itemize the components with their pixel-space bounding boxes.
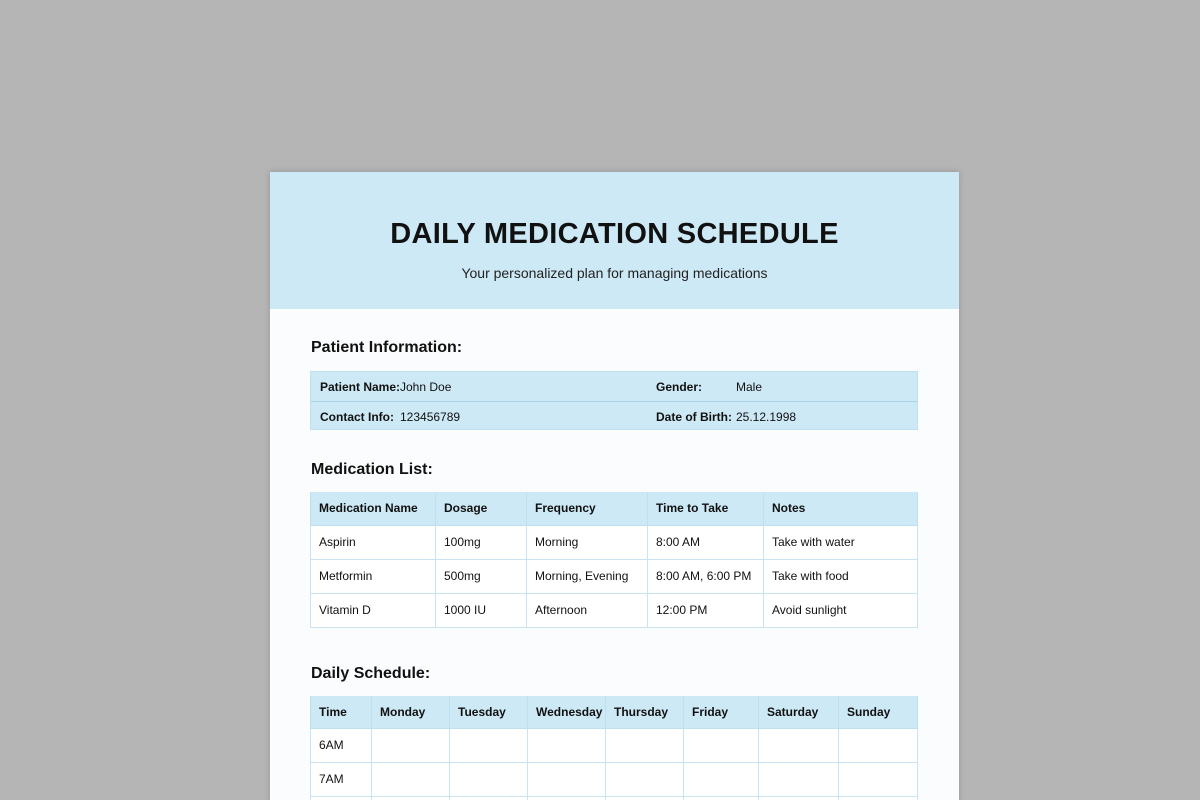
- medication-list-heading: Medication List:: [311, 461, 433, 478]
- date-of-birth-value: 25.12.1998: [736, 410, 797, 424]
- gender-label: Gender:: [656, 380, 703, 394]
- schedule-cell: [528, 762, 606, 796]
- patient-info-box: [310, 371, 918, 430]
- patient-name-value: John Doe: [400, 380, 452, 394]
- contact-info-value: 123456789: [400, 410, 461, 424]
- schedule-cell: [839, 796, 918, 800]
- table-cell: Morning, Evening: [527, 559, 648, 593]
- schedule-cell: [372, 728, 450, 762]
- schedule-cell: [606, 728, 684, 762]
- schedule-cell: [450, 796, 528, 800]
- table-cell: Metformin: [311, 559, 436, 593]
- column-header: Sunday: [839, 696, 918, 728]
- schedule-cell: [684, 728, 759, 762]
- patient-info-heading: Patient Information:: [311, 339, 463, 356]
- schedule-cell: [759, 762, 839, 796]
- table-cell: Avoid sunlight: [764, 593, 918, 627]
- table-cell: Vitamin D: [311, 593, 436, 627]
- schedule-cell: [528, 728, 606, 762]
- schedule-cell: [839, 762, 918, 796]
- title-banner: [270, 172, 959, 309]
- patient-name-label: Patient Name:: [320, 380, 401, 394]
- column-header: Time to Take: [648, 492, 764, 525]
- patient-info-row: [311, 401, 917, 430]
- date-of-birth-label: Date of Birth:: [656, 410, 732, 424]
- table-header-row: [311, 492, 918, 525]
- time-cell: 7AM: [311, 762, 372, 796]
- schedule-cell: [450, 762, 528, 796]
- daily-schedule-table: [310, 696, 918, 800]
- table-row: [311, 796, 918, 800]
- schedule-cell: [684, 796, 759, 800]
- column-header: Thursday: [606, 696, 684, 728]
- table-row: [311, 728, 918, 762]
- column-header: Wednesday: [528, 696, 606, 728]
- schedule-cell: [528, 796, 606, 800]
- column-header: Friday: [684, 696, 759, 728]
- page-title: DAILY MEDICATION SCHEDULE: [390, 218, 839, 250]
- column-header: Notes: [764, 492, 918, 525]
- schedule-cell: [372, 796, 450, 800]
- document-page: [270, 172, 959, 800]
- time-cell: [311, 796, 372, 800]
- table-row: [311, 525, 918, 559]
- table-cell: 100mg: [436, 525, 527, 559]
- schedule-cell: [606, 762, 684, 796]
- gender-value: Male: [736, 380, 763, 394]
- column-header: Tuesday: [450, 696, 528, 728]
- column-header: Saturday: [759, 696, 839, 728]
- column-header: Frequency: [527, 492, 648, 525]
- column-header: Medication Name: [311, 492, 436, 525]
- table-cell: 500mg: [436, 559, 527, 593]
- schedule-cell: [684, 762, 759, 796]
- table-cell: Take with water: [764, 525, 918, 559]
- contact-info-label: Contact Info:: [320, 410, 394, 424]
- schedule-cell: [372, 762, 450, 796]
- table-cell: Afternoon: [527, 593, 648, 627]
- table-header-row: [311, 696, 918, 728]
- table-cell: Aspirin: [311, 525, 436, 559]
- schedule-cell: [606, 796, 684, 800]
- table-cell: 8:00 AM: [648, 525, 764, 559]
- schedule-cell: [450, 728, 528, 762]
- daily-schedule-heading: Daily Schedule:: [311, 665, 431, 682]
- schedule-cell: [759, 796, 839, 800]
- column-header: Monday: [372, 696, 450, 728]
- schedule-cell: [759, 728, 839, 762]
- table-row: [311, 559, 918, 593]
- table-cell: 8:00 AM, 6:00 PM: [648, 559, 764, 593]
- schedule-cell: [839, 728, 918, 762]
- patient-info-row: [311, 372, 917, 401]
- column-header: Time: [311, 696, 372, 728]
- table-cell: 12:00 PM: [648, 593, 764, 627]
- table-row: [311, 593, 918, 627]
- table-row: [311, 762, 918, 796]
- column-header: Dosage: [436, 492, 527, 525]
- time-cell: 6AM: [311, 728, 372, 762]
- table-cell: Morning: [527, 525, 648, 559]
- table-cell: 1000 IU: [436, 593, 527, 627]
- medication-table: [310, 492, 918, 628]
- page-subtitle: Your personalized plan for managing medications: [461, 265, 768, 281]
- table-cell: Take with food: [764, 559, 918, 593]
